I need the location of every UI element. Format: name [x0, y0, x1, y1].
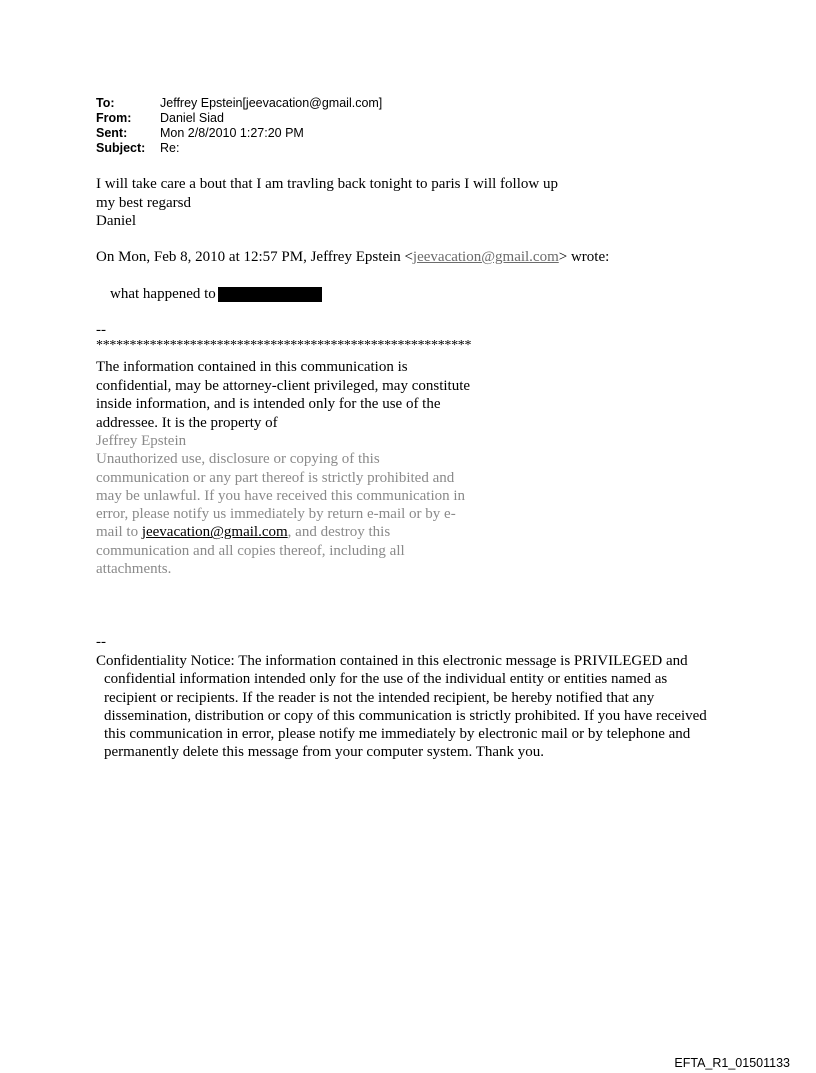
confidentiality-notice [96, 652, 711, 762]
signature-email-link[interactable]: jeevacation@gmail.com [141, 524, 288, 541]
signature-separator: -- [96, 322, 106, 338]
sent-label: Sent: [96, 126, 128, 140]
confidentiality-notice-text: Confidentiality Notice: The information contained in this electronic message is PRIVILEGED and confidential information intended only for the use of the individual entity or entities named as recipient or recipients. If the reader is not the intended recipient, be hereby notified that any dissemination, distribution or copy of this communication is strictly prohibited. If you have received this communication in error, please notify me immediately by electronic mail or by telephone and permanently delete this message from your computer system. Thank you. [96, 653, 707, 761]
subject-value: Re: [160, 141, 180, 155]
header-from-row [96, 111, 382, 126]
redaction-block [218, 287, 322, 302]
quoted-message-text: what happened to [110, 286, 216, 302]
unauthorized-text-after: , and destroy this communication and all copies thereof, including all attachments. [96, 524, 405, 578]
document-id: EFTA_R1_01501133 [674, 1056, 790, 1070]
from-value: Daniel Siad [160, 111, 224, 125]
header-subject-row [96, 141, 382, 156]
header-to-row [96, 96, 382, 111]
quote-email-link[interactable]: jeevacation@gmail.com [412, 249, 559, 265]
notice-separator: -- [96, 634, 106, 650]
to-label: To: [96, 96, 115, 110]
quote-suffix: > wrote: [558, 249, 610, 265]
quoted-message [110, 285, 322, 303]
confidential-gray-block [96, 432, 476, 578]
quote-prefix: On Mon, Feb 8, 2010 at 12:57 PM, Jeffrey Epstein < [96, 249, 413, 265]
confidential-statement: The information contained in this communication is confidential, may be attorney-client privileged, may constitute inside information, and is intended only for the use of the addressee. It is the property of [96, 359, 471, 431]
asterisk-divider: ******************************************************** [96, 338, 472, 353]
from-label: From: [96, 111, 132, 125]
email-body [96, 175, 656, 231]
unauthorized-text-before: Unauthorized use, disclosure or copying of this communication or any part thereof is strictly prohibited and may be unlawful. If you have received this communication in error, please notify us immediately by return e-mail or by e-mail to [96, 451, 466, 541]
email-headers [96, 96, 382, 156]
property-owner: Jeffrey Epstein [96, 433, 187, 449]
header-sent-row [96, 126, 382, 141]
subject-label: Subject: [96, 141, 146, 155]
sent-value: Mon 2/8/2010 1:27:20 PM [160, 126, 304, 140]
body-line-1: I will take care a bout that I am travling back tonight to paris I will follow up [96, 176, 558, 192]
body-line-2: my best regarsd [96, 194, 191, 211]
quote-attribution [96, 248, 696, 266]
unauthorized-use-text [96, 450, 476, 578]
to-value: Jeffrey Epstein[jeevacation@gmail.com] [160, 96, 383, 110]
body-line-3: Daniel [96, 213, 136, 229]
